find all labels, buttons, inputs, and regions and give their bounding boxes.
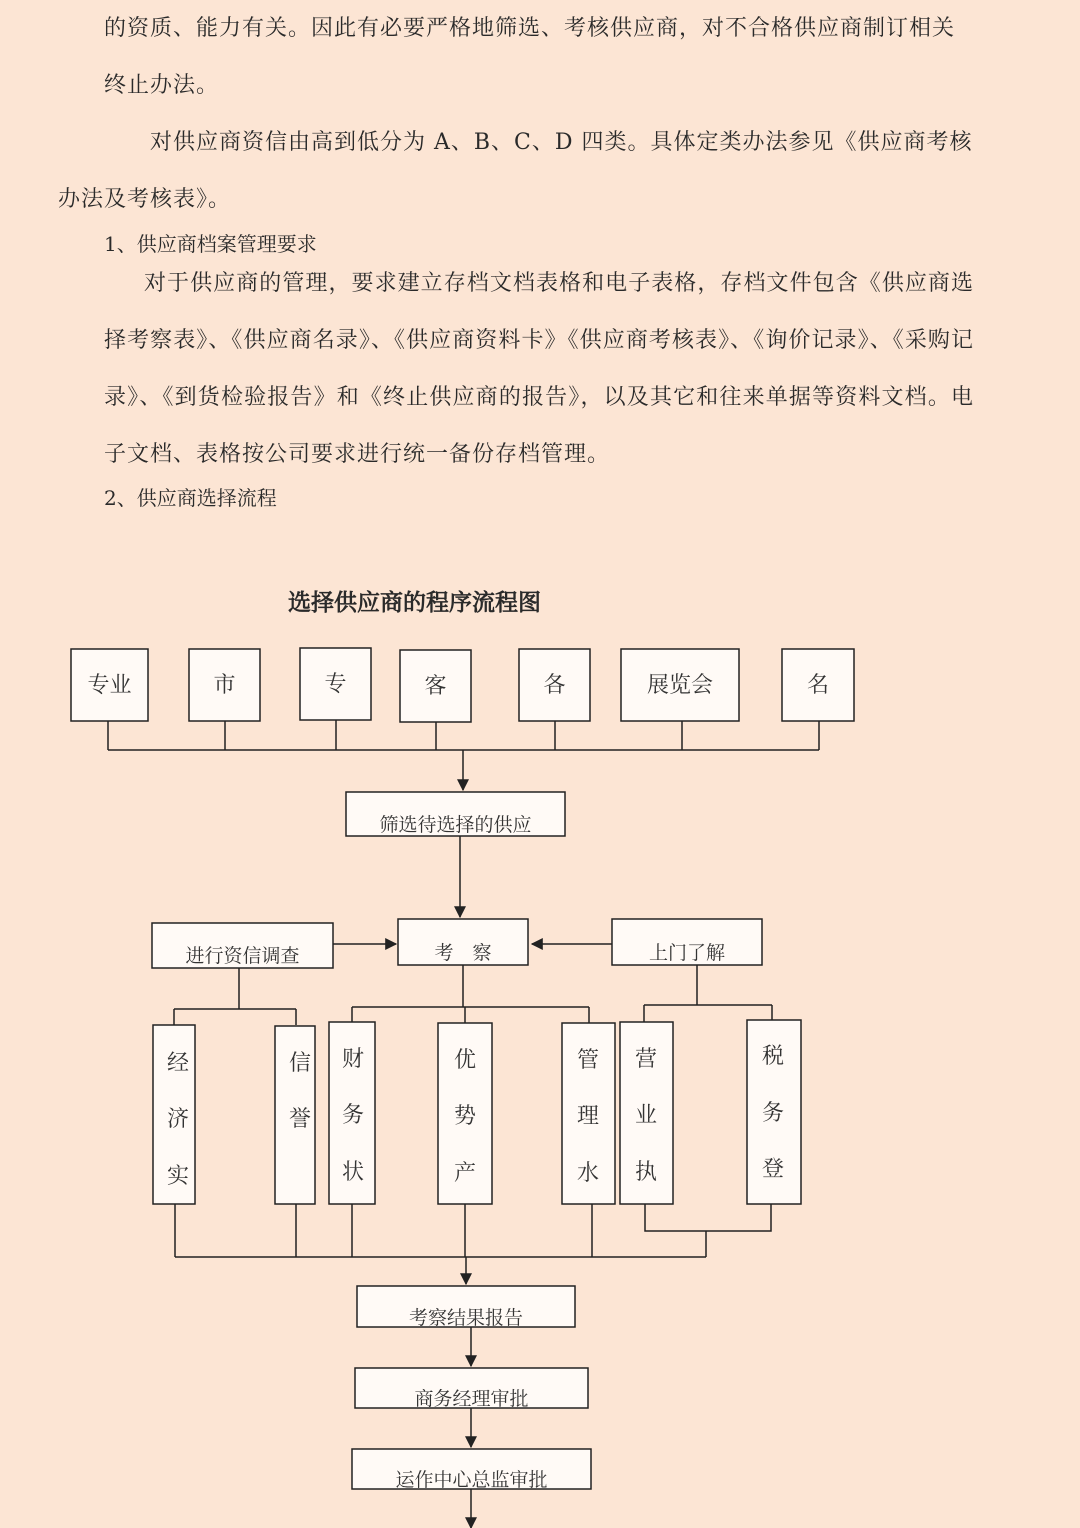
criteria-financial-status — [329, 1022, 375, 1204]
operations-director-approval-box — [352, 1449, 591, 1491]
source-box-expert — [300, 648, 371, 720]
source-box-customer — [400, 650, 471, 722]
criteria-economic-strength — [153, 1025, 195, 1204]
criteria-char: 状 — [341, 1160, 365, 1185]
criteria-char: 登 — [761, 1157, 785, 1182]
section-heading-selection-process: 2、供应商选择流程 — [104, 486, 277, 510]
criteria-char: 誉 — [288, 1107, 312, 1132]
criteria-tax-registration — [747, 1020, 801, 1204]
criteria-connectors — [174, 965, 772, 1025]
credit-check-box — [152, 923, 333, 968]
source-label: 名 — [806, 673, 830, 698]
source-connectors — [108, 720, 819, 790]
inspection-report-box — [357, 1286, 575, 1329]
business-manager-approval-label: 商务经理审批 — [414, 1388, 529, 1410]
inspect-box — [398, 919, 528, 965]
source-label: 各 — [543, 673, 566, 698]
criteria-char: 务 — [761, 1101, 785, 1126]
source-box-exhibition — [621, 649, 739, 721]
source-label: 市 — [213, 673, 236, 698]
criteria-char: 税 — [761, 1044, 785, 1069]
inspection-report-label: 考察结果报告 — [408, 1307, 524, 1329]
criteria-char: 势 — [453, 1104, 477, 1129]
criteria-management-level — [562, 1023, 615, 1204]
criteria-char: 经 — [166, 1051, 190, 1076]
criteria-char: 优 — [453, 1048, 477, 1073]
business-manager-approval-box — [355, 1368, 588, 1410]
criteria-char: 执 — [634, 1160, 658, 1185]
criteria-char: 济 — [166, 1107, 190, 1132]
paragraph-line: 对供应商资信由高到低分为 A、B、C、D 四类。具体定类办法参见《供应商考核 — [150, 130, 973, 155]
criteria-char: 业 — [634, 1103, 658, 1128]
source-label: 专业 — [87, 673, 132, 698]
source-label: 展览会 — [646, 673, 714, 698]
site-visit-label: 上门了解 — [648, 942, 726, 964]
criteria-char: 理 — [576, 1104, 600, 1129]
merge-connectors — [175, 1204, 771, 1284]
source-box-directory — [782, 649, 854, 721]
criteria-char: 产 — [453, 1161, 477, 1186]
paragraph-archive-management: 对于供应商的管理，要求建立存档文档表格和电子表格，存档文件包含《供应商选择考察表》、《供应商名录》、《供应商资料卡》《供应商考核表》、《询价记录》、《采购记录》、《到货检验报告》和《终止供应商的报告》，以及其它和往来单据等资料文档。电子文档、表格按公司要求进行统一备份存档管理。 — [104, 271, 974, 467]
criteria-char: 财 — [341, 1047, 365, 1072]
source-box-professional — [71, 649, 148, 721]
paragraph-line: 终止办法。 — [104, 73, 220, 98]
criteria-char: 实 — [166, 1164, 190, 1189]
source-box-various — [519, 649, 590, 721]
screen-suppliers-box — [346, 792, 565, 836]
paragraph-line: 的资质、能力有关。因此有必要严格地筛选、考核供应商，对不合格供应商制订相关 — [104, 16, 956, 41]
criteria-char: 水 — [576, 1161, 600, 1186]
screen-suppliers-label: 筛选待选择的供应 — [379, 814, 532, 836]
operations-director-approval-label: 运作中心总监审批 — [395, 1469, 548, 1491]
criteria-business-license — [620, 1022, 673, 1204]
credit-check-label: 进行资信调查 — [185, 945, 300, 967]
inspect-label: 考 察 — [434, 942, 492, 964]
criteria-char: 信 — [288, 1051, 312, 1076]
source-box-market — [189, 649, 260, 721]
source-label: 客 — [424, 674, 447, 699]
criteria-reputation — [275, 1026, 315, 1204]
criteria-char: 营 — [634, 1047, 658, 1072]
section-heading-archive: 1、供应商档案管理要求 — [104, 232, 317, 256]
flowchart-title: 选择供应商的程序流程图 — [288, 590, 541, 616]
source-label: 专 — [324, 672, 347, 697]
criteria-char: 务 — [341, 1103, 365, 1128]
criteria-char: 管 — [576, 1048, 600, 1073]
criteria-advantage-products — [438, 1023, 492, 1204]
paragraph-line: 办法及考核表》。 — [58, 187, 232, 212]
site-visit-box — [612, 919, 762, 965]
